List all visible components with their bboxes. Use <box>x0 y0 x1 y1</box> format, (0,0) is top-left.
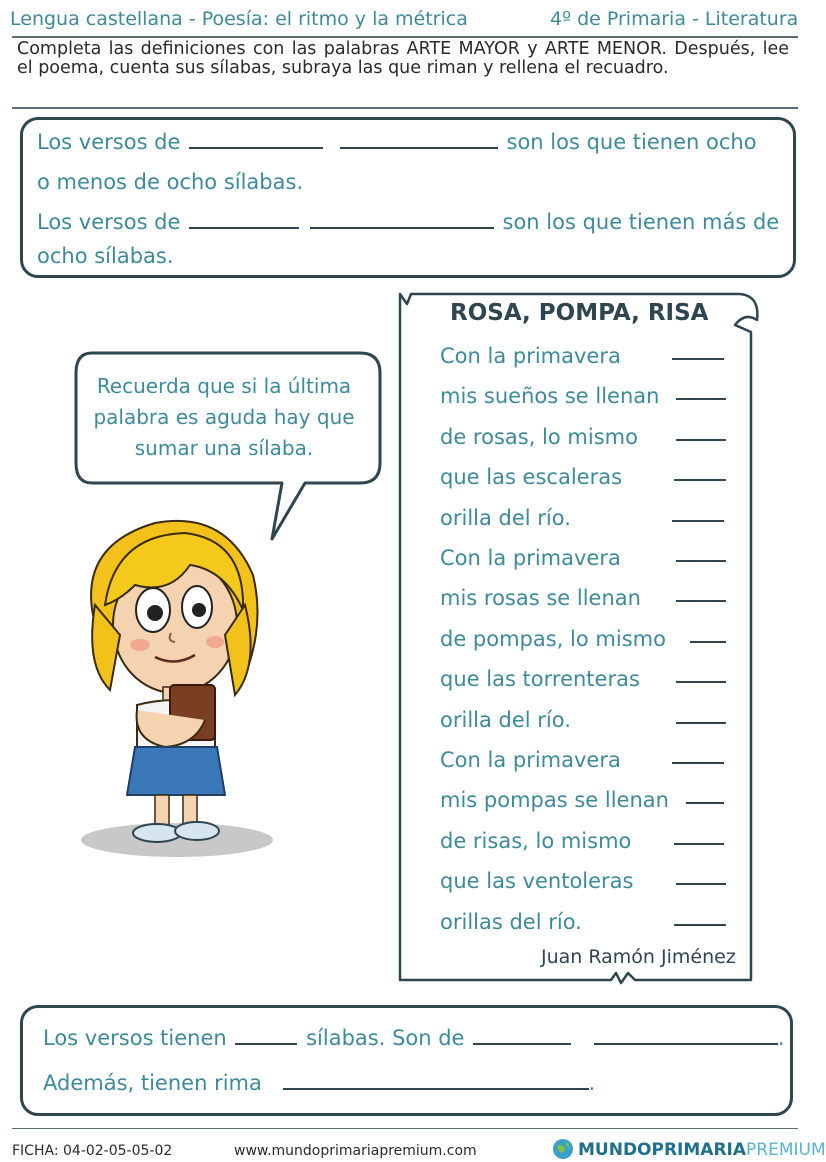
summary-line-2 <box>43 1070 595 1095</box>
globe-icon <box>552 1138 574 1160</box>
definition-line-1 <box>37 129 757 154</box>
definition-3-blank-a[interactable] <box>189 209 299 229</box>
poem-line: mis rosas se llenan <box>440 586 641 611</box>
summary-type-label: sílabas. Son de <box>306 1026 465 1050</box>
brand-suffix: PREMIUM <box>746 1140 826 1160</box>
poem-line: orillas del río. <box>440 909 582 934</box>
speech-bubble-text: Recuerda que si la última palabra es aguda hay que sumar una sílaba. <box>93 374 355 460</box>
poem-line: Con la primavera <box>440 344 621 368</box>
poem-author: Juan Ramón Jiménez <box>541 946 736 968</box>
definition-line-4: ocho sílabas. <box>37 244 174 268</box>
syllable-count-blank[interactable] <box>676 560 726 562</box>
syllable-count-blank[interactable] <box>672 762 724 764</box>
syllable-count-blank[interactable] <box>676 439 726 441</box>
definition-1-end: son los que tienen ocho <box>506 130 757 154</box>
poem-line: que las torrenteras <box>440 667 640 692</box>
poem-line: orilla del río. <box>440 707 571 732</box>
definition-1-start: Los versos de <box>37 130 181 154</box>
summary-syllables-label: Los versos tienen <box>43 1026 227 1050</box>
syllable-count-blank[interactable] <box>676 398 726 400</box>
summary-box <box>20 1005 793 1116</box>
summary-line-1-period: . <box>777 1026 785 1050</box>
summary-line-2-period: . <box>588 1071 596 1095</box>
syllable-count-blank[interactable] <box>672 520 724 522</box>
definition-3-blank-b[interactable] <box>310 209 494 229</box>
instructions-divider <box>12 107 798 109</box>
poem-line: de risas, lo mismo <box>440 828 632 853</box>
definition-1-blank-a[interactable] <box>189 129 323 149</box>
ficha-label: FICHA: <box>12 1143 59 1159</box>
instructions: Completa las definiciones con las palabras ARTE MAYOR y ARTE MENOR. Después, lee el poema, cuenta sus sílabas, subraya las que riman y rellena el recuadro. <box>17 39 789 78</box>
poem-line: Con la primavera <box>440 748 621 772</box>
poem-line: orilla del río. <box>440 505 571 530</box>
verse-type-blank-a[interactable] <box>473 1025 571 1045</box>
summary-line-1 <box>43 1025 785 1050</box>
poem-line: Con la primavera <box>440 546 621 570</box>
definition-line-3 <box>37 209 779 234</box>
summary-rhyme-label: Además, tienen rima <box>43 1071 262 1095</box>
girl-illustration <box>75 515 280 865</box>
poem-line: que las escaleras <box>440 465 623 490</box>
brand-main: MUNDOPRIMARIA <box>578 1140 747 1160</box>
syllable-count-blank[interactable] <box>672 358 724 360</box>
definition-line-2: o menos de ocho sílabas. <box>37 170 304 194</box>
syllable-count-blank[interactable] <box>686 802 724 804</box>
poem-line: de pompas, lo mismo <box>440 626 666 651</box>
poem-line: mis sueños se llenan <box>440 384 660 409</box>
syllables-blank[interactable] <box>235 1025 297 1045</box>
definition-1-blank-b[interactable] <box>340 129 498 149</box>
definition-3-end: son los que tienen más de <box>502 210 780 234</box>
header-grade: 4º de Primaria - Literatura <box>550 8 799 30</box>
syllable-count-blank[interactable] <box>674 843 724 845</box>
header-divider <box>12 36 798 38</box>
footer-ficha <box>12 1143 172 1159</box>
syllable-count-blank[interactable] <box>676 722 726 724</box>
poem-line: de rosas, lo mismo <box>440 424 638 449</box>
syllable-count-blank[interactable] <box>674 479 726 481</box>
syllable-count-blank[interactable] <box>676 600 726 602</box>
syllable-count-blank[interactable] <box>676 883 726 885</box>
rhyme-blank[interactable] <box>283 1070 589 1090</box>
poem-title: ROSA, POMPA, RISA <box>450 300 709 326</box>
footer-brand <box>578 1140 826 1160</box>
header-subject: Lengua castellana - Poesía: el ritmo y la métrica <box>10 8 468 30</box>
verse-type-blank-b[interactable] <box>594 1025 778 1045</box>
definition-3-start: Los versos de <box>37 210 181 234</box>
footer-divider <box>12 1128 798 1129</box>
ficha-code: 04-02-05-05-02 <box>63 1143 173 1159</box>
syllable-count-blank[interactable] <box>674 924 726 926</box>
syllable-count-blank[interactable] <box>676 681 726 683</box>
footer-url[interactable]: www.mundoprimariapremium.com <box>234 1143 477 1159</box>
poem-line: mis pompas se llenan <box>440 788 669 813</box>
poem-line: que las ventoleras <box>440 869 634 894</box>
syllable-count-blank[interactable] <box>690 641 726 643</box>
